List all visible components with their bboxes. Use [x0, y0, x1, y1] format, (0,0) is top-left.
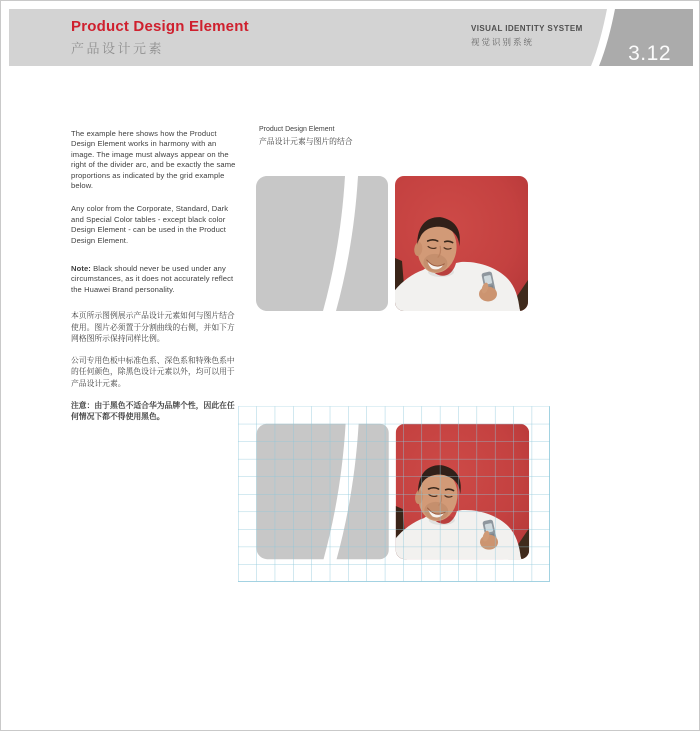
paragraph-en-1: The example here shows how the Product Design Element works in harmony with an image. The image must always appear on the right of the divider arc, and be exactly the same proportions as indicated by the grid example below.: [71, 129, 236, 191]
note-label: Note:: [71, 264, 91, 274]
page-title: Product Design Element: [71, 18, 249, 35]
note-label-cn: 注意：: [71, 401, 95, 411]
note-text-cn: 由于黑色不适合华为品牌个性，因此在任何情况下都不得使用黑色。: [71, 401, 235, 422]
figure-caption: [259, 125, 353, 146]
note-text: Black should never be used under any circumstances, as it does not accurately reflect the Huawei Brand personality.: [71, 264, 234, 294]
paragraph-cn-1: 本页所示图例展示产品设计元素如何与图片结合使用。图片必须置于分割曲线的右侧，并如下方网格图所示保持同样比例。: [71, 311, 235, 343]
figure-caption-en: Product Design Element: [259, 126, 335, 133]
paragraph-en-2: Any color from the Corporate, Standard, Dark and Special Color tables - except black color Design Element - can be used in the Product Design Element.: [71, 204, 229, 245]
body-text-column: [71, 129, 238, 434]
paragraph-cn-note: [71, 400, 238, 423]
grid-overlay-graphic: [238, 406, 550, 582]
paragraph-en-note: [71, 264, 238, 295]
vis-system-label: VISUAL IDENTITY SYSTEM: [471, 24, 583, 33]
proportion-grid: [238, 406, 550, 582]
page-title-cn: 产品设计元素: [71, 41, 165, 56]
design-element-photo-graphic: [256, 176, 528, 311]
paragraph-cn-2: 公司专用色板中标准色系、深色系和特殊色系中的任何颜色，除黑色设计元素以外，均可以用于产品设计元素。: [71, 356, 235, 388]
figure-caption-cn: 产品设计元素与图片的结合: [259, 137, 353, 146]
vis-system-label-cn: 视觉识别系统: [471, 37, 535, 47]
grid-example-figure: [238, 406, 550, 582]
section-number: 3.12: [628, 42, 671, 65]
design-element-example-figure: [256, 176, 528, 311]
